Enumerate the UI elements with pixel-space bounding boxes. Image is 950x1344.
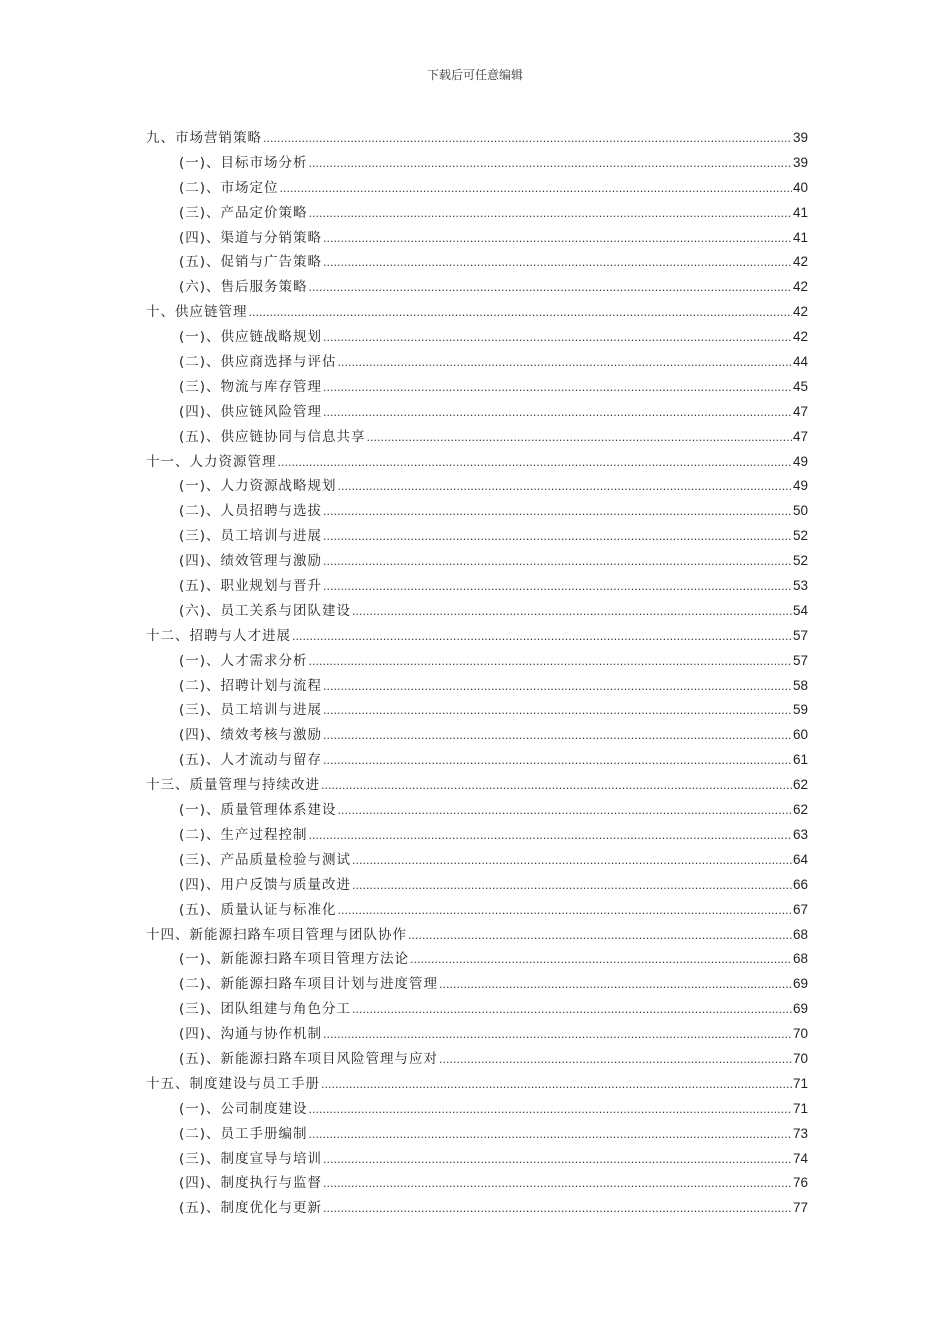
toc-dot-leader [323, 574, 792, 600]
toc-section-entry[interactable] [146, 1147, 808, 1172]
toc-section-entry[interactable] [146, 524, 808, 549]
toc-page-number: 42 [792, 304, 808, 320]
toc-page-number: 47 [792, 403, 808, 419]
toc-entry-title: (二)、供应商选择与评估 [179, 354, 337, 371]
toc-section-entry[interactable] [146, 798, 808, 823]
toc-entry-title: (五)、质量认证与标准化 [179, 901, 337, 918]
toc-dot-leader [263, 126, 792, 152]
toc-dot-leader [323, 375, 792, 401]
toc-dot-leader [323, 226, 792, 252]
toc-section-entry[interactable] [146, 997, 808, 1022]
toc-dot-leader [323, 549, 792, 575]
toc-dot-leader [309, 1122, 792, 1148]
toc-section-entry[interactable] [146, 873, 808, 898]
toc-page-number: 69 [792, 976, 808, 992]
toc-page-number: 41 [792, 229, 808, 245]
toc-dot-leader [323, 1196, 792, 1222]
toc-section-entry[interactable] [146, 599, 808, 624]
toc-entry-title: (三)、制度宣导与培训 [179, 1150, 323, 1167]
toc-entry-title: (三)、员工培训与进展 [179, 528, 323, 545]
toc-dot-leader [439, 972, 792, 998]
toc-entry-title: (一)、公司制度建设 [179, 1100, 308, 1117]
toc-entry-title: 十五、制度建设与员工手册 [146, 1075, 320, 1092]
toc-entry-title: (四)、用户反馈与质量改进 [179, 876, 352, 893]
toc-section-entry[interactable] [146, 425, 808, 450]
toc-entry-title: (五)、人才流动与留存 [179, 752, 323, 769]
toc-page-number: 41 [792, 204, 808, 220]
toc-chapter-entry[interactable] [146, 1072, 808, 1097]
toc-dot-leader [323, 250, 792, 276]
toc-dot-leader [323, 325, 792, 351]
toc-entry-title: (四)、制度执行与监督 [179, 1175, 323, 1192]
toc-page-number: 69 [792, 1001, 808, 1017]
toc-page-number: 70 [792, 1026, 808, 1042]
toc-page-number: 39 [792, 130, 808, 145]
toc-section-entry[interactable] [146, 1097, 808, 1122]
toc-entry-title: (三)、产品质量检验与测试 [179, 851, 352, 868]
toc-entry-title: (三)、团队组建与角色分工 [179, 1001, 352, 1018]
toc-page-number: 68 [792, 926, 808, 942]
toc-section-entry[interactable] [146, 698, 808, 723]
toc-page-number: 68 [792, 951, 808, 967]
toc-section-entry[interactable] [146, 250, 808, 275]
toc-dot-leader [352, 848, 792, 874]
toc-entry-title: (一)、质量管理体系建设 [179, 802, 337, 819]
toc-chapter-entry[interactable] [146, 450, 808, 475]
toc-dot-leader [323, 723, 792, 749]
toc-page-number: 58 [792, 677, 808, 693]
toc-page-number: 73 [792, 1125, 808, 1141]
toc-dot-leader [323, 748, 792, 774]
toc-entry-title: (一)、供应链战略规划 [179, 329, 323, 346]
toc-page-number: 64 [792, 851, 808, 867]
toc-entry-title: (一)、人才需求分析 [179, 652, 308, 669]
toc-section-entry[interactable] [146, 499, 808, 524]
toc-entry-title: (五)、新能源扫路车项目风险管理与应对 [179, 1050, 439, 1067]
toc-entry-title: (二)、人员招聘与选拔 [179, 503, 323, 520]
toc-chapter-entry[interactable] [146, 624, 808, 649]
toc-section-entry[interactable] [146, 1047, 808, 1072]
table-of-contents [146, 126, 808, 1221]
toc-entry-title: (四)、供应链风险管理 [179, 403, 323, 420]
toc-page-number: 67 [792, 901, 808, 917]
toc-page-number: 42 [792, 254, 808, 270]
toc-page-number: 50 [792, 503, 808, 519]
toc-page-number: 42 [792, 329, 808, 345]
toc-page-number: 44 [792, 354, 808, 370]
toc-page-number: 39 [792, 154, 808, 170]
toc-page-number: 52 [792, 528, 808, 544]
toc-section-entry[interactable] [146, 898, 808, 923]
toc-entry-title: (五)、制度优化与更新 [179, 1200, 323, 1217]
toc-entry-title: (四)、绩效管理与激励 [179, 553, 323, 570]
toc-chapter-entry[interactable] [146, 773, 808, 798]
toc-entry-title: (三)、物流与库存管理 [179, 378, 323, 395]
toc-dot-leader [278, 450, 792, 476]
toc-section-entry[interactable] [146, 375, 808, 400]
toc-dot-leader [408, 923, 792, 949]
toc-page-number: 57 [792, 627, 808, 643]
toc-dot-leader [439, 1047, 792, 1073]
toc-page-number: 71 [792, 1075, 808, 1091]
toc-section-entry[interactable] [146, 1171, 808, 1196]
toc-entry-title: (六)、员工关系与团队建设 [179, 602, 352, 619]
toc-chapter-entry[interactable] [146, 126, 808, 151]
toc-page-number: 71 [792, 1100, 808, 1116]
toc-section-entry[interactable] [146, 350, 808, 375]
toc-page-number: 62 [792, 777, 808, 793]
toc-entry-title: (二)、招聘计划与流程 [179, 677, 323, 694]
toc-page-number: 77 [792, 1200, 808, 1216]
toc-dot-leader [410, 947, 792, 973]
toc-entry-title: 十、供应链管理 [146, 304, 248, 321]
toc-dot-leader [309, 151, 792, 177]
toc-entry-title: (二)、生产过程控制 [179, 826, 308, 843]
toc-section-entry[interactable] [146, 226, 808, 251]
toc-section-entry[interactable] [146, 723, 808, 748]
toc-dot-leader [323, 400, 792, 426]
toc-dot-leader [323, 698, 792, 724]
toc-section-entry[interactable] [146, 748, 808, 773]
toc-dot-leader [323, 524, 792, 550]
toc-page-number: 42 [792, 279, 808, 295]
toc-entry-title: (四)、沟通与协作机制 [179, 1026, 323, 1043]
toc-entry-title: (一)、新能源扫路车项目管理方法论 [179, 951, 410, 968]
toc-chapter-entry[interactable] [146, 300, 808, 325]
toc-page-number: 52 [792, 553, 808, 569]
toc-dot-leader [309, 201, 792, 227]
toc-dot-leader [309, 649, 792, 675]
toc-page-number: 66 [792, 876, 808, 892]
toc-entry-title: (一)、人力资源战略规划 [179, 478, 337, 495]
toc-page-number: 49 [792, 478, 808, 494]
toc-page-number: 60 [792, 727, 808, 743]
toc-page-number: 76 [792, 1175, 808, 1191]
toc-page-number: 74 [792, 1150, 808, 1166]
toc-entry-title: 十三、质量管理与持续改进 [146, 777, 320, 794]
toc-section-entry[interactable] [146, 325, 808, 350]
toc-entry-title: (六)、售后服务策略 [179, 279, 308, 296]
toc-dot-leader [323, 1147, 792, 1173]
toc-dot-leader [249, 300, 792, 326]
toc-dot-leader [352, 873, 792, 899]
toc-entry-title: (二)、员工手册编制 [179, 1125, 308, 1142]
toc-section-entry[interactable] [146, 674, 808, 699]
toc-dot-leader [367, 425, 792, 451]
toc-chapter-entry[interactable] [146, 923, 808, 948]
toc-dot-leader [338, 350, 792, 376]
toc-dot-leader [352, 997, 792, 1023]
toc-dot-leader [323, 499, 792, 525]
toc-section-entry[interactable] [146, 848, 808, 873]
toc-dot-leader [321, 1072, 792, 1098]
toc-page-number: 40 [792, 179, 808, 195]
toc-section-entry[interactable] [146, 474, 808, 499]
toc-page-number: 54 [792, 602, 808, 618]
toc-page-number: 57 [792, 652, 808, 668]
toc-page-number: 59 [792, 702, 808, 718]
toc-section-entry[interactable] [146, 275, 808, 300]
toc-page-number: 47 [792, 428, 808, 444]
toc-dot-leader [309, 275, 792, 301]
toc-entry-title: (二)、市场定位 [179, 179, 279, 196]
toc-section-entry[interactable] [146, 400, 808, 425]
toc-entry-title: 十一、人力资源管理 [146, 453, 277, 470]
toc-page-number: 53 [792, 578, 808, 594]
toc-dot-leader [338, 474, 792, 500]
toc-section-entry[interactable] [146, 1122, 808, 1147]
toc-page-number: 61 [792, 752, 808, 768]
page-header: 下载后可任意编辑 [426, 68, 523, 82]
toc-entry-title: (五)、供应链协同与信息共享 [179, 428, 366, 445]
toc-section-entry[interactable] [146, 574, 808, 599]
toc-entry-title: 九、市场营销策略 [146, 130, 262, 146]
toc-section-entry[interactable] [146, 649, 808, 674]
toc-section-entry[interactable] [146, 947, 808, 972]
toc-entry-title: (三)、产品定价策略 [179, 204, 308, 221]
toc-dot-leader [338, 898, 792, 924]
toc-section-entry[interactable] [146, 972, 808, 997]
toc-entry-title: (五)、促销与广告策略 [179, 254, 323, 271]
toc-dot-leader [323, 674, 792, 700]
toc-page-number: 45 [792, 378, 808, 394]
toc-page-number: 70 [792, 1050, 808, 1066]
toc-entry-title: (五)、职业规划与晋升 [179, 578, 323, 595]
toc-entry-title: (三)、员工培训与进展 [179, 702, 323, 719]
toc-dot-leader [323, 1171, 792, 1197]
toc-section-entry[interactable] [146, 176, 808, 201]
toc-page-number: 63 [792, 826, 808, 842]
toc-section-entry[interactable] [146, 1022, 808, 1047]
toc-dot-leader [321, 773, 792, 799]
toc-entry-title: (二)、新能源扫路车项目计划与进度管理 [179, 976, 439, 993]
toc-page-number: 49 [792, 453, 808, 469]
toc-page-number: 62 [792, 802, 808, 818]
toc-section-entry[interactable] [146, 823, 808, 848]
toc-dot-leader [280, 176, 792, 202]
toc-dot-leader [338, 798, 792, 824]
toc-dot-leader [352, 599, 792, 625]
toc-entry-title: (四)、绩效考核与激励 [179, 727, 323, 744]
toc-section-entry[interactable] [146, 201, 808, 226]
toc-entry-title: (四)、渠道与分销策略 [179, 229, 323, 246]
toc-entry-title: 十二、招聘与人才进展 [146, 627, 291, 644]
toc-entry-title: (一)、目标市场分析 [179, 154, 308, 171]
toc-dot-leader [309, 1097, 792, 1123]
toc-dot-leader [323, 1022, 792, 1048]
toc-section-entry[interactable] [146, 151, 808, 176]
toc-section-entry[interactable] [146, 549, 808, 574]
toc-dot-leader [309, 823, 792, 849]
toc-dot-leader [292, 624, 792, 650]
toc-entry-title: 十四、新能源扫路车项目管理与团队协作 [146, 926, 407, 943]
toc-section-entry[interactable] [146, 1196, 808, 1221]
